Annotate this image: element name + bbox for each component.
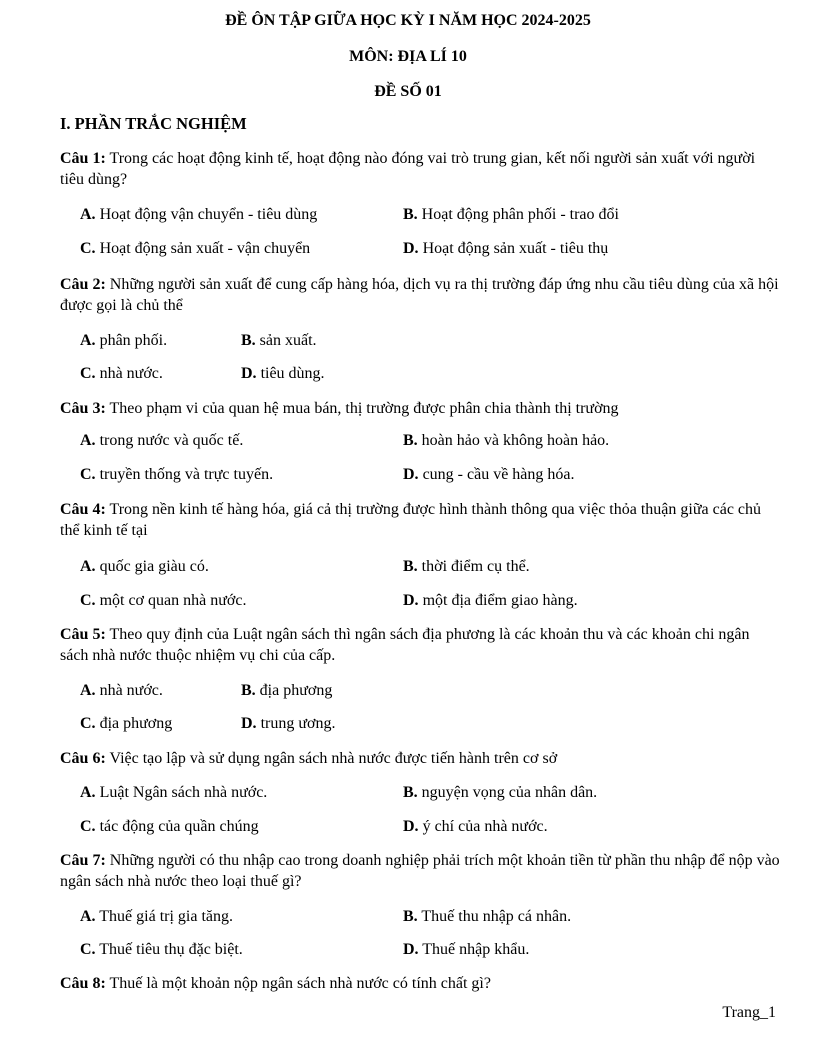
question-label: Câu 1: <box>60 150 106 167</box>
section-heading: I. PHẦN TRẮC NGHIỆM <box>60 114 247 133</box>
option-key: C. <box>80 715 96 732</box>
option-1d[interactable] <box>403 239 608 259</box>
question-8 <box>60 973 780 994</box>
option-key: D. <box>403 818 419 835</box>
option-key: B. <box>241 332 256 349</box>
question-text: Những người có thu nhập cao trong doanh nghiệp phải trích một khoản tiền từ phần thu nhập để nộp vào ngân sách nhà nước theo loại thuế gì? <box>60 852 780 890</box>
question-text: Theo quy định của Luật ngân sách thì ngân sách địa phương là các khoản thu và các khoản chi ngân sách nhà nước thuộc nhiệm vụ chi của cấp. <box>60 626 750 664</box>
option-key: B. <box>403 206 418 223</box>
option-text: Hoạt động sản xuất - tiêu thụ <box>418 240 609 257</box>
option-key: B. <box>403 558 418 575</box>
option-key: D. <box>241 715 257 732</box>
question-text: Trong nền kinh tế hàng hóa, giá cả thị trường được hình thành thông qua việc thỏa thuận giữa các chủ thể kinh tế tại <box>60 501 762 539</box>
question-5 <box>60 624 780 666</box>
question-7 <box>60 850 780 892</box>
option-text: tiêu dùng. <box>256 365 325 382</box>
option-7d[interactable] <box>403 940 529 960</box>
option-6a[interactable] <box>80 783 267 803</box>
page-number: Trang_1 <box>722 1004 776 1021</box>
question-1 <box>60 148 780 190</box>
option-key: D. <box>403 240 419 257</box>
question-text: Theo phạm vi của quan hệ mua bán, thị trường được phân chia thành thị trường <box>105 400 619 417</box>
option-text: Thuế giá trị gia tăng. <box>95 908 234 925</box>
option-text: thời điểm cụ thể. <box>417 558 530 575</box>
option-key: C. <box>80 941 96 958</box>
option-key: B. <box>403 908 418 925</box>
question-label: Câu 5: <box>60 626 106 643</box>
option-5a[interactable] <box>80 681 163 701</box>
question-4 <box>60 499 780 541</box>
option-key: D. <box>241 365 257 382</box>
option-text: sản xuất. <box>255 332 317 349</box>
option-4d[interactable] <box>403 591 578 611</box>
option-text: một địa điểm giao hàng. <box>418 592 578 609</box>
subject-title: MÔN: ĐỊA LÍ 10 <box>349 48 467 65</box>
option-text: địa phương <box>95 715 173 732</box>
option-text: Hoạt động vận chuyển - tiêu dùng <box>95 206 318 223</box>
option-6d[interactable] <box>403 817 548 837</box>
option-text: địa phương <box>255 682 333 699</box>
question-label: Câu 8: <box>60 975 106 992</box>
option-6b[interactable] <box>403 783 597 803</box>
question-6 <box>60 748 780 769</box>
option-text: Hoạt động sản xuất - vận chuyển <box>95 240 311 257</box>
option-text: nhà nước. <box>95 682 163 699</box>
option-2c[interactable] <box>80 364 163 384</box>
option-2d[interactable] <box>241 364 325 384</box>
option-text: quốc gia giàu có. <box>95 558 209 575</box>
question-label: Câu 2: <box>60 276 106 293</box>
option-text: tác động của quần chúng <box>95 818 259 835</box>
question-text: Thuế là một khoản nộp ngân sách nhà nước có tính chất gì? <box>105 975 491 992</box>
option-4a[interactable] <box>80 557 209 577</box>
option-2b[interactable] <box>241 331 317 351</box>
option-5c[interactable] <box>80 714 172 734</box>
option-text: một cơ quan nhà nước. <box>95 592 247 609</box>
option-7b[interactable] <box>403 907 571 927</box>
option-1b[interactable] <box>403 205 619 225</box>
option-key: B. <box>403 784 418 801</box>
option-3a[interactable] <box>80 431 243 451</box>
question-label: Câu 4: <box>60 501 106 518</box>
exam-title: ĐỀ ÔN TẬP GIỮA HỌC KỲ I NĂM HỌC 2024-2025 <box>225 12 591 29</box>
option-key: B. <box>403 432 418 449</box>
option-text: Luật Ngân sách nhà nước. <box>95 784 268 801</box>
option-text: cung - cầu về hàng hóa. <box>418 466 575 483</box>
option-text: trung ương. <box>256 715 336 732</box>
option-3c[interactable] <box>80 465 273 485</box>
option-4b[interactable] <box>403 557 530 577</box>
option-key: D. <box>403 941 419 958</box>
option-key: B. <box>241 682 256 699</box>
option-text: ý chí của nhà nước. <box>418 818 548 835</box>
option-1c[interactable] <box>80 239 310 259</box>
option-7a[interactable] <box>80 907 233 927</box>
option-key: A. <box>80 206 96 223</box>
option-key: C. <box>80 592 96 609</box>
option-key: A. <box>80 908 96 925</box>
option-key: C. <box>80 240 96 257</box>
question-2 <box>60 274 780 316</box>
option-2a[interactable] <box>80 331 167 351</box>
option-text: nguyện vọng của nhân dân. <box>417 784 598 801</box>
option-key: A. <box>80 558 96 575</box>
option-key: C. <box>80 466 96 483</box>
question-label: Câu 3: <box>60 400 106 417</box>
option-key: C. <box>80 818 96 835</box>
question-text: Những người sản xuất để cung cấp hàng hóa, dịch vụ ra thị trường đáp ứng nhu cầu tiêu dùng của xã hội được gọi là chủ thể <box>60 276 779 314</box>
option-7c[interactable] <box>80 940 243 960</box>
option-text: nhà nước. <box>95 365 163 382</box>
option-key: A. <box>80 432 96 449</box>
question-label: Câu 6: <box>60 750 106 767</box>
option-text: truyền thống và trực tuyến. <box>95 466 274 483</box>
option-3d[interactable] <box>403 465 575 485</box>
option-5b[interactable] <box>241 681 332 701</box>
option-text: Thuế nhập khẩu. <box>418 941 530 958</box>
question-text: Việc tạo lập và sử dụng ngân sách nhà nước được tiến hành trên cơ sở <box>105 750 558 767</box>
option-key: A. <box>80 332 96 349</box>
option-text: Thuế thu nhập cá nhân. <box>417 908 572 925</box>
option-key: A. <box>80 682 96 699</box>
option-key: A. <box>80 784 96 801</box>
option-6c[interactable] <box>80 817 259 837</box>
option-text: hoàn hảo và không hoàn hảo. <box>417 432 610 449</box>
option-text: phân phối. <box>95 332 168 349</box>
option-1a[interactable] <box>80 205 317 225</box>
option-text: Thuế tiêu thụ đặc biệt. <box>95 941 243 958</box>
option-key: D. <box>403 466 419 483</box>
option-key: D. <box>403 592 419 609</box>
option-3b[interactable] <box>403 431 609 451</box>
option-4c[interactable] <box>80 591 246 611</box>
option-key: C. <box>80 365 96 382</box>
option-text: trong nước và quốc tế. <box>95 432 244 449</box>
question-label: Câu 7: <box>60 852 106 869</box>
option-text: Hoạt động phân phối - trao đổi <box>417 206 619 223</box>
option-5d[interactable] <box>241 714 335 734</box>
question-3 <box>60 398 780 419</box>
question-text: Trong các hoạt động kinh tế, hoạt động nào đóng vai trò trung gian, kết nối người sản xuất với người tiêu dùng? <box>60 150 756 188</box>
exam-number: ĐỀ SỐ 01 <box>374 83 442 100</box>
